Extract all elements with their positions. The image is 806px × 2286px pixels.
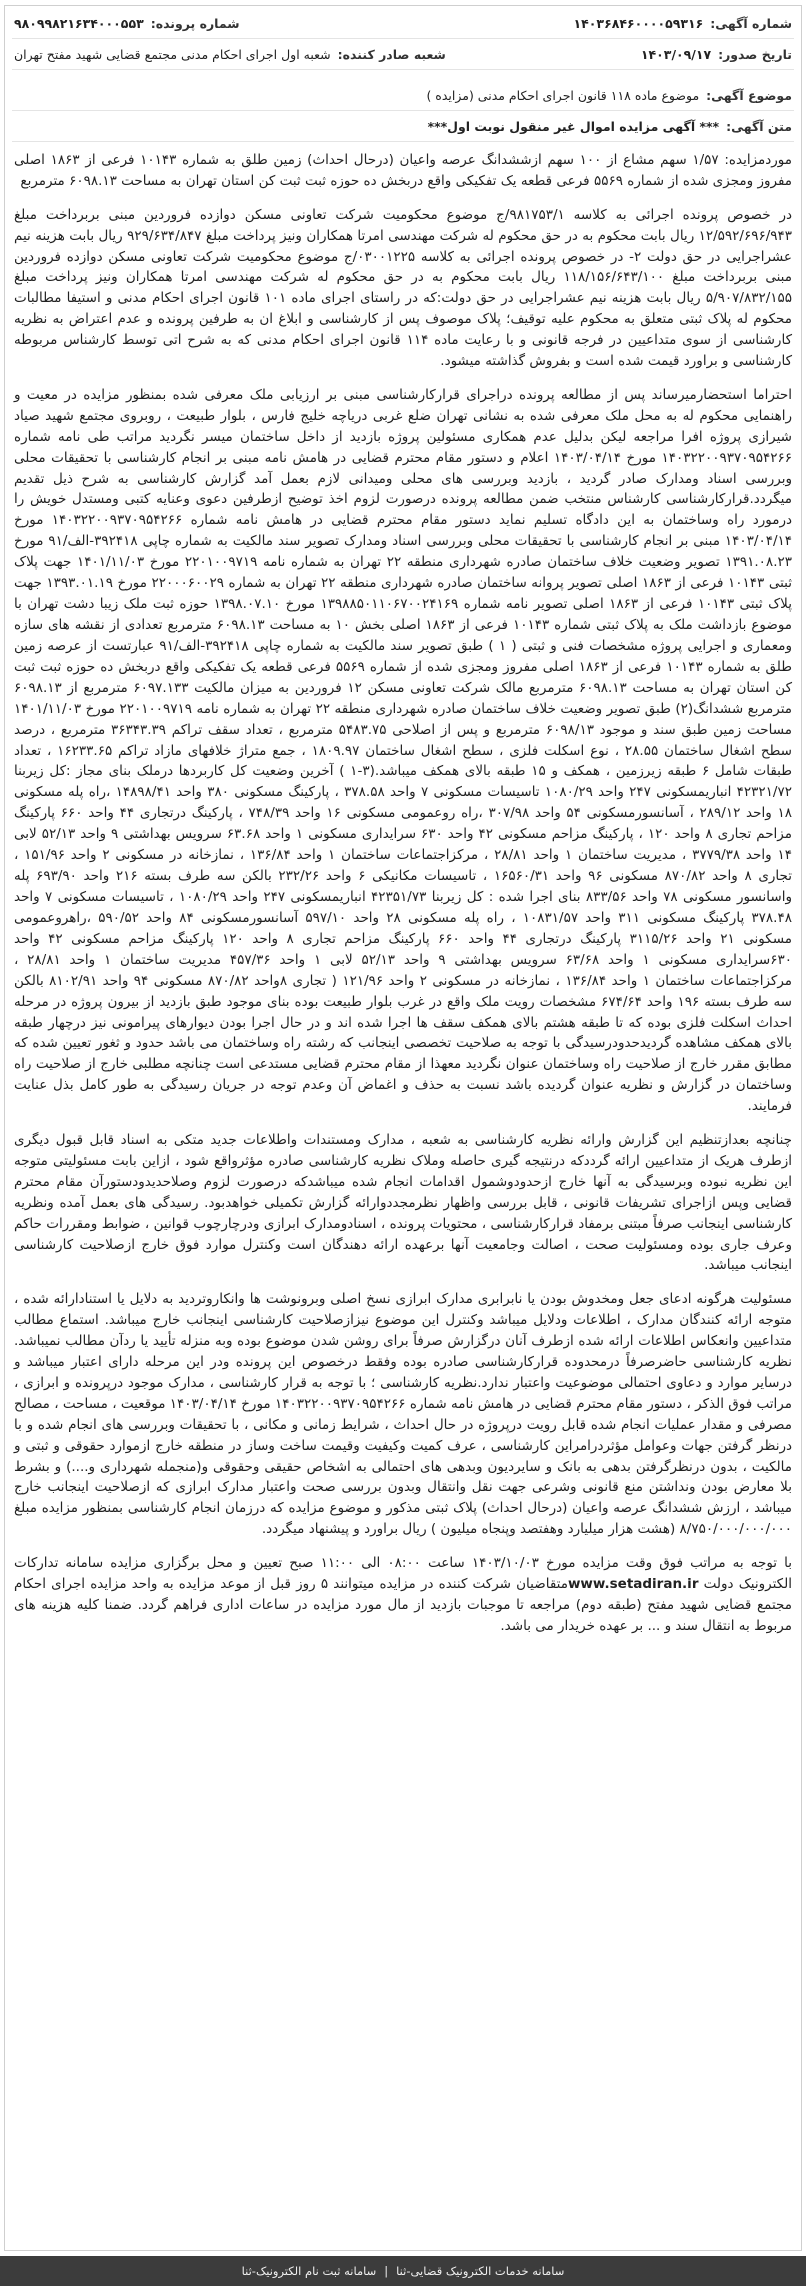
issuing-branch-label: شعبه صادر کننده: [337, 46, 446, 62]
case-number-field [14, 16, 240, 31]
issue-date-label: تاریخ صدور: [718, 46, 792, 62]
text-title-value: *** آگهی مزایده اموال غیر منقول نوبت اول*** [427, 118, 720, 134]
paragraph-expert-opinion: مسئولیت هرگونه ادعای جعل ومخدوش بودن یا نابرابری مدارک ابرازی نسخ اصلی وبرونوشت ها وانکاروتردید به دلایل یا استنادارائه شده ، متوجه ارائه کنندگان مدارک ، اطلاعات ودلایل میباشد وکنترل این موضوع نیزازصلاحیت کارشناسی اینجانب خارج میباشد. استماع مطالب متداعیین وانعکاس اطلاعات ارائه شده ازطرف آنان درگزارش صرفاً برای روشن شدن موضوع بوده وبه منزله تأیید یا ردآن مطالب نمیباشد. نظریه کارشناسی حاضرصرفاً درمحدوده قرارکارشناسی صادره بوده وفقط درخصوص این پرونده ودر این مرحله دارای اعتبار میباشد و درسایر موارد و دعاوی احتمالی موضوعیت واعتبار ندارد.نظریه کارشناسی ؛ با توجه به قرار کارشناسی ، مدارک موجود درپرونده و ابرازی ، مراتب فوق الذکر ، دستور مقام محترم قضایی در هامش نامه شماره ۱۴۰۳۲۲۰۰۹۳۷۰۹۵۴۲۶۶ مورخ ۱۴۰۳/۰۴/۱۴ موقعیت ، مساحت ، مصالح مصرفی و مقدار عملیات انجام شده قابل رویت درپروژه در حال احداث ، شرایط زمانی و مکانی ، با تحقیقات وبررسی های انجام شده و با درنظر گرفتن جهات وعوامل مؤثردرامراین کارشناسی ، عرف کمیت وکیفیت وقیمت ساخت وساز در منطقه خارج ازموارد حقوقی و ثبتی و مالکیت ، بدون درنظرگرفتن بدهی به بانک و سایردیون وبدهی های احتمالی به اشخاص حقیقی وحقوقی و(منجمله شهرداری و....) و بشرط بلا معارض بودن ونداشتن منع قانونی وشرعی جهت نقل وانتقال وبدون بررسی صحت واعتبار مدارک ابرازی که ازصلاحیت اینجانب خارج میباشد ، ارزش ششدانگ عرصه واعیان (درحال احداث) پلاک ثبتی مذکور و موضوع مزایده که درزمان انجام کارشناسی بمنظور مزایده مبلغ ۸/۷۵۰/۰۰۰/۰۰۰/۰۰۰ (هشت هزار میلیارد وهفتصد وپنجاه میلیون ) ریال براورد و پیشنهاد میگردد. [14, 1291, 792, 1538]
header-spacer [12, 70, 794, 80]
header-row-text-title [12, 111, 794, 142]
text-title-label: متن آگهی: [726, 118, 792, 134]
paragraph-disclaimer: چنانچه بعدازتنظیم این گزارش وارائه نظریه کارشناسی به شعبه ، مدارک ومستندات واطلاعات جدید متکی به اسناد قابل قبول دیگری ازطرف هریک از متداعیین ارائه گرددکه درنتیجه گیری حاصله وملاک نظریه کارشناسی صادره مؤثرواقع شود ، ازاین بابت مسئولیتی متوجه این نظریه نبوده وبرسیدگی به آنها خارج ازحدودوشمول اقدامات انجام شده میباشدکه درصورت لزوم وصلاحدیدودستورآن مقام محترم قضایی وپس ازاجرای تشریفات قانونی ، قابل بررسی واظهار نظرمجددوارائه گزارش تکمیلی خواهدبود. رسیدگی های بعمل آمده ونظریه کارشناسی اینجانب صرفاً مبتنی برمفاد قرارکارشناسی ، محتویات پرونده ، اسنادومدارک ابرازی ودرچارچوب قوانین ، ضوابط ومقررات حاکم وعرف جاری بوده ومسئولیت صحت ، اصالت وجامعیت آنها برعهده ارائه دهندگان است وکنترل موارد فوق خارج ازصلاحیت کارشناسی اینجانب میباشد. [14, 1131, 792, 1274]
text-title-field [428, 119, 792, 134]
notice-number-field [574, 16, 792, 31]
header-row-date-branch [12, 39, 794, 70]
issuing-branch-field [14, 47, 446, 62]
footer-link-registration[interactable]: سامانه ثبت نام الکترونیک-ثنا [241, 2264, 377, 2278]
setadiran-link[interactable]: www.setadiran.ir [567, 1575, 699, 1592]
subject-label: موضوع آگهی: [706, 87, 792, 103]
notice-sheet [4, 5, 802, 2251]
footer-bar [0, 2256, 806, 2286]
paragraph-case-details: در خصوص پرونده اجرائی به کلاسه ۹۸۱۷۵۳/۱/ج موضوع محکومیت شرکت تعاونی مسکن دوازده فروردین مبنی بربرداخت مبلغ ۱۲/۵۹۲/۶۹۶/۹۴۳ ریال بابت محکوم به در حق محکوم له شرکت مهندسی امرتا همکاران ونیز پرداخت مبلغ ۹۲۹/۶۳۴/۸۴۷ ریال بابت هزینه نیم عشراجرایی در حق دولت ۲- در خصوص پرونده اجرائی به کلاسه ۰۳۰۰۱۲۲۵/ج موضوع محکومیت شرکت تعاونی مسکن دوازده فروردین مبنی بربرداخت مبلغ ۱۱۸/۱۵۶/۶۴۳/۱۰۰ ریال بابت محکوم به در حق محکوم له شرکت مهندسی امرتا همکاران ونیز پرداخت مبلغ ۵/۹۰۷/۸۳۲/۱۵۵ ریال بابت هزینه نیم عشراجرایی در حق دولت:که در راستای اجرای ماده ۱۰۱ قانون اجرای احکام مدنی و استیفا مطالبات محکوم له پلاک ثبتی متعلق به محکوم علیه توقیف؛ پلاک موصوف پس از کارشناسی و ابلاغ ان به طرفین پرونده و عدم اعتراض به نظریه کارشناسی از سوی متداعیین در فرجه قانونی و با رعایت ماده ۱۱۴ قانون اجرای احکام مدنی که به شرح اتی توسط کارشناس مربوطه کارشناسی و براورد قیمت شده است و بفروش گذاشته میشود. [14, 206, 793, 370]
footer-separator: | [384, 2264, 389, 2278]
subject-value: موضوع ماده ۱۱۸ قانون اجرای احکام مدنی (مزایده ) [426, 87, 700, 103]
paragraph-expert-report: احتراما استحضارمیرساند پس از مطالعه پرونده دراجرای قرارکارشناسی مبنی بر ارزیابی ملک معرفی شده بمنظور مزایده در معیت و راهنمایی محکوم له به محل ملک معرفی شده به نشانی تهران ضلع غربی دریاچه خلیج فارس ، بلوار طبیعت ، روبروی مجتمع شهید صیاد شیرازی پروژه افرا مراجعه لیکن بدلیل عدم همکاری مسئولین پروژه بازدید از داخل ساختمان میسر نگردید مراتب طی نامه شماره ۱۴۰۳۲۲۰۰۹۳۷۰۹۵۴۲۶۶ مورخ ۱۴۰۳/۰۴/۱۴ اعلام و دستور مقام محترم قضایی در هامش نامه مبنی بر انجام کارشناسی با تحقیقات محلی وبررسی اسناد ومدارک صادر گردید ، بازدید وبررسی های محلی ومیدانی لازم بعمل آمد گزارش کارشناسی به شرح ذیل تقدیم میگردد.قرارکارشناسی کارشناس منتخب ضمن مطالعه پرونده درصورت لزوم اخذ توضیح ازطرفین دعوی وعنایه کتبی ومستدل خویش را درمورد راه وساختمان به این دادگاه تسلیم نماید دستور مقام محترم قضایی در هامش نامه شماره ۱۴۰۳۲۲۰۰۹۳۷۰۹۵۴۲۶۶ مورخ ۱۴۰۳/۰۴/۱۴ مبنی بر انجام کارشناسی با تحقیقات محلی وبررسی اسناد ومدارک تصویر سند مالکیت به شماره چاپی ۳۹۲۴۱۸-الف/۹۱ مورخ ۱۳۹۱.۰۸.۲۳ تصویر وضعیت خلاف ساختمان صادره شهرداری منطقه ۲۲ تهران به شماره نامه ۲۲۰۱۰۰۹۷۱۹ مورخ ۱۴۰۱/۱۱/۰۳ جهت پلاک ثبتی ۱۰۱۴۳ فرعی از ۱۸۶۳ اصلی تصویر پروانه ساختمان صادره شهرداری منطقه ۲۲ تهران به شماره ۲۲۰۰۰۶۰۰۲۹ مورخ ۱۳۹۳.۰۱.۱۹ جهت پلاک ثبتی ۱۰۱۴۳ فرعی از ۱۸۶۳ اصلی تصویر نامه شماره ۱۳۹۸۸۵۰۱۱۰۶۷۰۰۲۴۱۶۹ مورخ ۱۳۹۸.۰۷.۱۰ حوزه ثبت ملک زیبا دشت تهران با موضوع بازداشت ملک به پلاک ثبتی شماره ۱۰۱۴۳ فرعی از ۱۸۶۳ اصلی بخش ۱۰ به مساحت ۶۰۹۸.۱۳ مترمربع تعدادی از نقشه های سازه ومعماری و اجرایی پروژه مشخصات فنی و ثبتی ( ۱ ) طبق تصویر سند مالکیت به شماره چاپی ۳۹۲۴۱۸-الف/۹۱ عبارتست از عرصه زمین طلق به شماره ۱۰۱۴۳ فرعی از ۱۸۶۳ اصلی مفروز ومجزی شده از شماره ۵۵۶۹ فرعی قطعه یک تفکیکی واقع دربخش ده حوزه ثبت ثبت کن استان تهران به مساحت ۶۰۹۸.۱۳ مترمربع مالک شرکت تعاونی مسکن ۱۲ فروردین به میزان مالکیت ۶۰۹۷.۱۳۳ مترمربع از ۶۰۹۸.۱۳ مترمربع ششدانگ(۲) طبق تصویر وضعیت خلاف ساختمان صادره شهرداری منطقه ۲۲ تهران به شماره نامه ۲۲۰۱۰۰۹۷۱۹ مورخ ۱۴۰۱/۱۱/۰۳ مساحت زمین طبق سند و موجود ۶۰۹۸/۱۳ مترمربع و پس از اصلاحی ۵۴۸۳.۷۵ مترمربع ، تعداد سقف تراکم ۳۶۳۴۳.۳۹ مترمربع ، درصد سطح اشغال ساختمان ۲۸.۵۵ ، نوع اسکلت فلزی ، سطح اشغال ساختمان ۱۸۰۹.۹۷ ، جمع متراژ خلافهای مازاد تراکم ۱۶۲۳۳.۶۵ ، تعداد طبقات شامل ۶ طبقه زیرزمین ، همکف و ۱۵ طبقه بالای همکف میباشد.(۳-۱ ) آخرین وضعیت کل کاربردها درملک بنای مجاز :کل زیربنا ۴۲۳۲۱/۷۲ انباریمسکونی ۲۴۷ واحد ۱۰۸۰/۲۹ تاسیسات مسکونی ۷ واحد ۳۷۸.۵۸ ، پارکینگ مسکونی ۳۸۰ واحد ۱۴۸۹۸/۴۱ ،راه پله مسکونی ۱۸ واحد ۲۸۹/۱۲ ، آسانسورمسکونی ۵۴ واحد ۳۰۷/۹۸ ،راه روعمومی مسکونی ۱۶ واحد ۷۴۸/۳۹ ، پارکینگ درتجاری ۴۴ واحد ۶۶۰ پارکینگ مزاحم تجاری ۸ واحد ۱۲۰ ، پارکینگ مزاحم مسکونی ۴۲ واحد ۶۳۰ سرایداری مسکونی ۱ واحد ۶۳.۶۸ سرویس بهداشتی ۹ واحد ۵۲/۱۳ لابی ۱۴ واحد ۳۷۷۹/۳۸ ، مدیریت ساختمان ۱ واحد ۲۸/۸۱ ، مرکزاجتماعات ساختمان ۱ واحد ۱۳۶/۸۴ ، نمازخانه در مسکونی ۲ واحد ۱۵۱/۹۶ ، تجاری ۸ واحد ۸۷۰/۸۲ مسکونی ۹۶ واحد ۱۶۵۶۰/۳۱ ، تاسیسات مکانیکی ۶ واحد ۲۳۲/۲۶ بالکن سه طرف بسته ۲۱۶ واحد ۶۹۳/۹۰ پله واسانسور مسکونی ۷۸ واحد ۸۳۳/۵۶ بنای اجرا شده : کل زیربنا ۴۲۳۵۱/۷۳ انباریمسکونی ۲۴۷ واحد ۱۰۸۰/۲۹ ، تاسیسات مسکونی ۷ واحد ۳۷۸.۴۸ پارکینگ مسکونی ۳۱۱ واحد ۱۰۸۳۱/۵۷ ، راه پله مسکونی ۲۸ واحد ۵۹۷/۱۰ آسانسورمسکونی ۸۴ واحد ۵۹۰/۵۲ ،راهروعمومی مسکونی ۲۱ واحد ۳۱۱۵/۲۶ پارکینگ درتجاری ۴۴ واحد ۶۶۰ پارکینگ مزاحم تجاری ۸ واحد ۱۲۰ پارکینگ مزاحم مسکونی ۴۲ واحد ۶۳۰سرایداری مسکونی ۱ واحد ۶۳/۶۸ سرویس بهداشتی ۹ واحد ۵۲/۱۳ لابی ۱ واحد ۴۵۷/۳۶ مدیریت ساختمان ۱ واحد ۲۸/۸۱ ، مرکزاجتماعات ساختمان ۱ واحد ۱۳۶/۸۴ ، نمازخانه در مسکونی ۲ واحد ۱۲۱/۹۶ ( تجاری ۸واحد ۸۷۰/۸۲ مسکونی ۹۴ واحد ۸۱۰۲/۹۱ بالکن سه طرف بسته ۱۹۶ واحد ۶۷۴/۶۴ مشخصات رویت ملک واقع در غرب بلوار طبیعت بوده بنای موجود طبق بازدید از بیرون پروژه در مرحله احداث اسکلت فلزی بوده که تا طبقه هشتم بالای همکف سقف ها اجرا شده اند و در حال اجرا بودن دیوارهای پیرامونی نیز درچهار طبقه بالای همکف مشاهده گردیدحدودرسیدگی با توجه به صلاحیت تخصصی اینجانب که رشته راه وساختمان می باشد حدود و ثغور تعیین شده که مطابق مقرر خارج از صلاحیت راه وساختمان عنوان نگردید معهذا از مقام محترم قضایی مستدعی است چنانچه مطلبی خارج از صلاحیت راه وساختمان در گزارش و نظریه عنوان گردیده باشد نسبت به حذف و اغماض آن وعدم توجه در جریان رسیدگی به طور کامل بذل عنایت فرمایند. [14, 386, 793, 1115]
schedule-text-before: با توجه به مراتب فوق وقت مزایده مورخ ۱۴۰۳/۱۰/۰۳ ساعت ۰۸:۰۰ الی ۱۱:۰۰ صبح تعیین و محل برگزاری مزایده سامانه تدارکات الکترونیک دولت [14, 1555, 792, 1592]
notice-number-value: ۱۴۰۳۶۸۴۶۰۰۰۰۵۹۳۱۶ [573, 15, 704, 31]
paragraph-auction-schedule [14, 1553, 792, 1637]
subject-field [426, 88, 792, 103]
case-number-label: شماره پرونده: [150, 15, 240, 31]
issuing-branch-value: شعبه اول اجرای احکام مدنی مجتمع قضایی شهید مفتح تهران [14, 46, 331, 62]
header-row-subject [12, 80, 794, 111]
issue-date-value: ۱۴۰۳/۰۹/۱۷ [640, 46, 712, 62]
paragraph-auction-item: موردمزایده: ۱/۵۷ سهم مشاع از ۱۰۰ سهم ازششدانگ عرصه واعیان (درحال احداث) زمین طلق به شماره ۱۰۱۴۳ فرعی از ۱۸۶۳ اصلی مفروز ومجزی شده از شماره ۵۵۶۹ فرعی قطعه یک تفکیکی واقع دربخش ده حوزه ثبت ثبت کن استان تهران به مساحت ۶۰۹۸.۱۳ مترمربع [14, 152, 792, 189]
issue-date-field [641, 47, 792, 62]
footer-link-judicial-services[interactable]: سامانه خدمات الکترونیک قضایی-ثنا [396, 2264, 565, 2278]
notice-number-label: شماره آگهی: [710, 15, 792, 31]
header-row-numbers [12, 8, 794, 39]
case-number-value: ۹۸۰۹۹۸۲۱۶۳۴۰۰۰۵۵۳ [14, 15, 144, 31]
notice-body [12, 142, 794, 1637]
schedule-text-after: متقاضیان شرکت کننده در مزایده میتوانند ۵ روز قبل از موعد مزایده به واحد مزایده اجرای احکام مجتمع قضایی شهید مفتح (طبقه دوم) مراجعه تا موجبات بازدید از مال مورد مزایده در ساعات اداری فراهم گردد. ضمنا کلیه هزینه های مربوط به انتقال سند و ... بر عهده خریدار می باشد. [14, 1575, 792, 1634]
